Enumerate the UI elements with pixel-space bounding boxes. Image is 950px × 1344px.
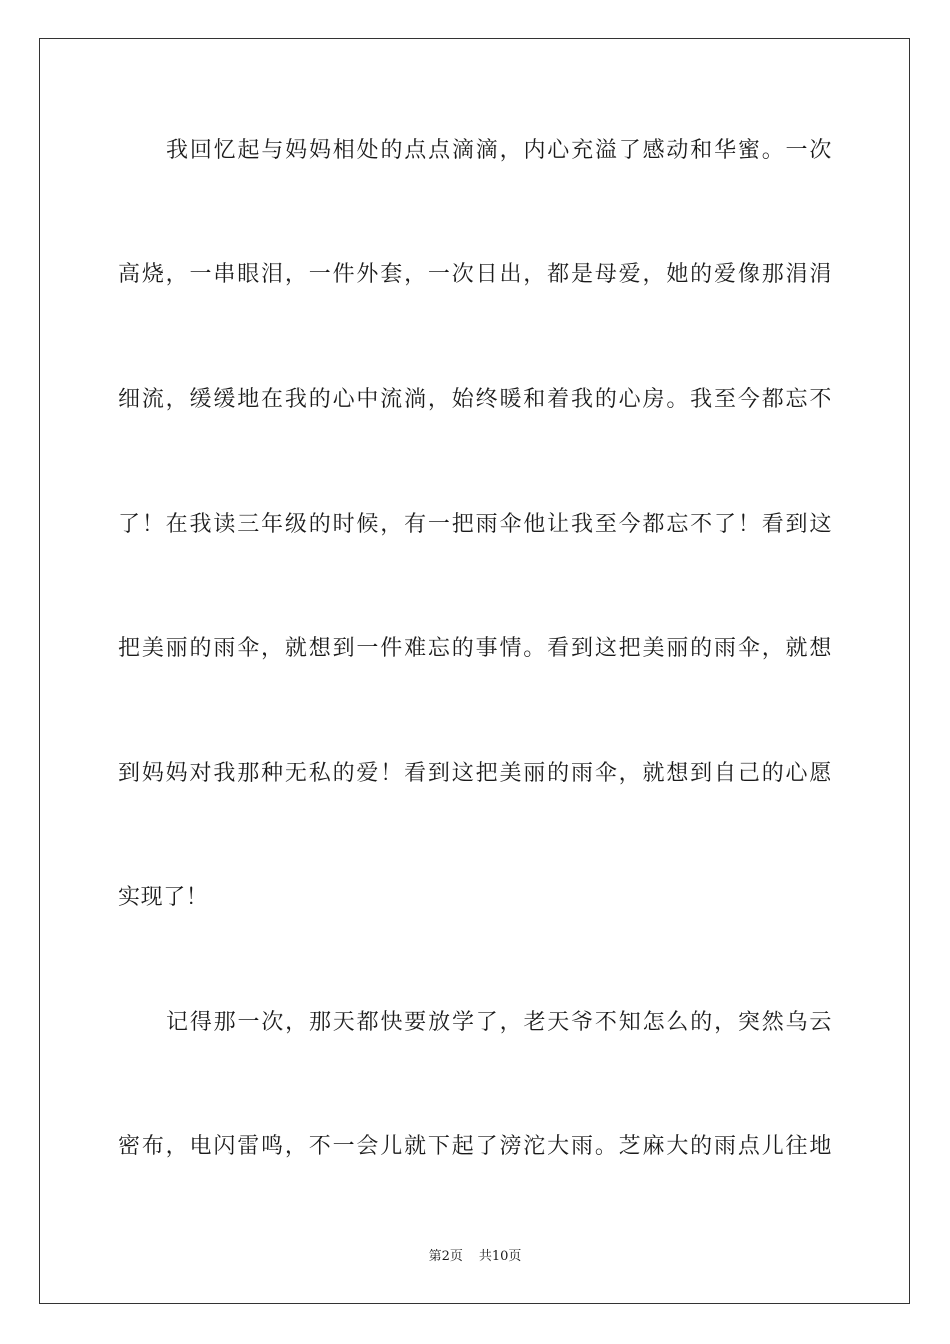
page-footer — [0, 1248, 950, 1266]
page-total-label: 共10页 — [478, 1249, 522, 1264]
page-number-label: 第2页 — [428, 1249, 463, 1264]
paragraph-1-line-6: 到妈妈对我那种无私的爱！看到这把美丽的雨伞，就想到自己的心愿 — [118, 761, 832, 786]
paragraph-1-line-3: 细流，缓缓地在我的心中流淌，始终暖和着我的心房。我至今都忘不 — [118, 387, 832, 412]
paragraph-1-line-5: 把美丽的雨伞，就想到一件难忘的事情。看到这把美丽的雨伞，就想 — [118, 636, 832, 661]
paragraph-1-line-1: 我回忆起与妈妈相处的点点滴滴，内心充溢了感动和华蜜。一次 — [166, 138, 832, 163]
paragraph-1-line-4: 了！在我读三年级的时候，有一把雨伞他让我至今都忘不了！看到这 — [118, 512, 832, 537]
paragraph-1-line-2: 高烧，一串眼泪，一件外套，一次日出，都是母爱，她的爱像那涓涓 — [118, 262, 832, 287]
paragraph-2-line-1: 记得那一次，那天都快要放学了，老天爷不知怎么的，突然乌云 — [166, 1010, 832, 1035]
page-frame — [39, 38, 910, 1304]
paragraph-1-line-7: 实现了！ — [118, 885, 209, 910]
paragraph-2-line-2: 密布，电闪雷鸣，不一会儿就下起了滂沱大雨。芝麻大的雨点儿往地 — [118, 1134, 832, 1159]
